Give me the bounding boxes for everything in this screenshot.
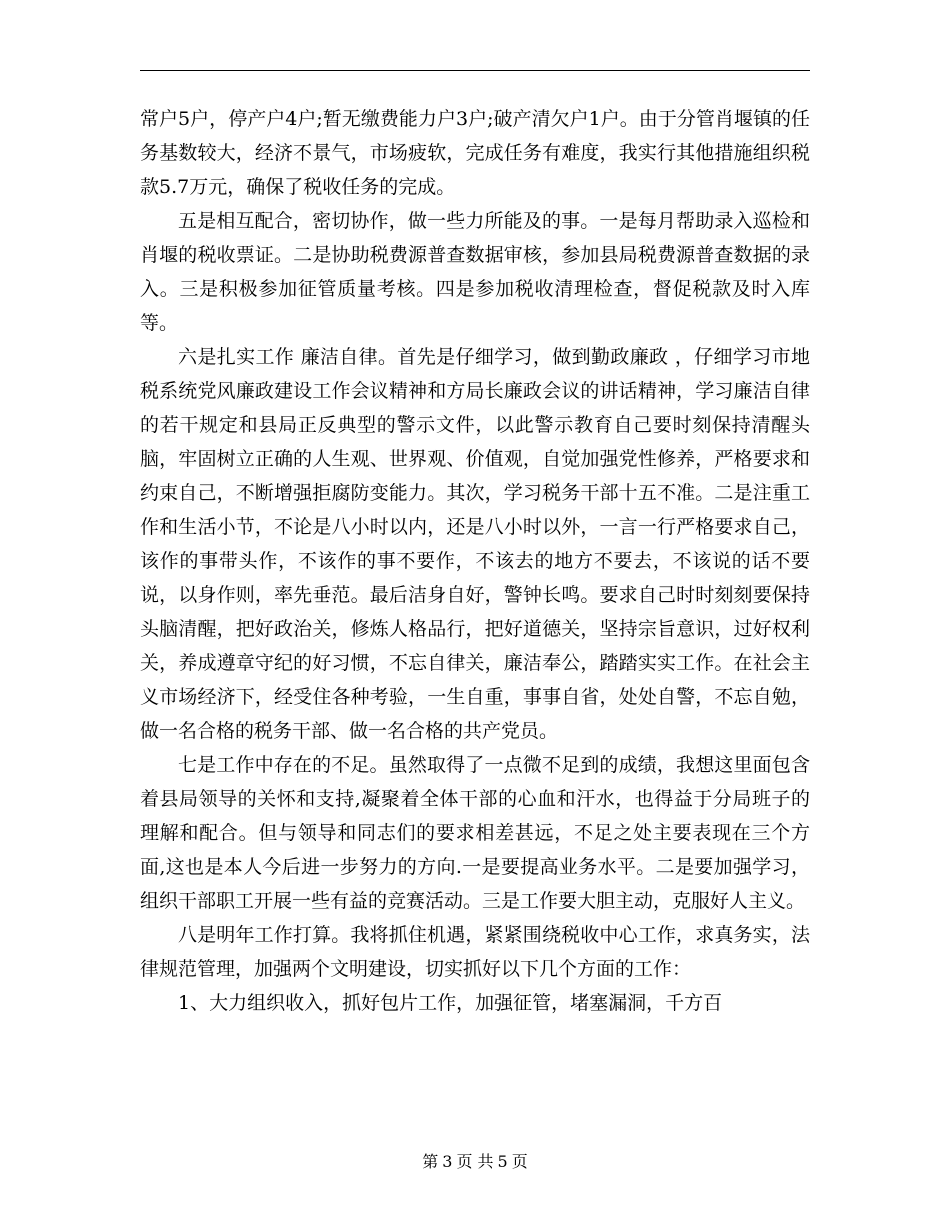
paragraph-plan-item-one: 1、大力组织收入，抓好包片工作，加强征管，堵塞漏洞，千方百 xyxy=(178,992,723,1014)
paragraph-item-five: 五是相互配合，密切协作，做一些力所能及的事。一是每月帮助录入巡检和肖堰的税收票证。二是协助税费源普查数据审核，参加县局税费源普查数据的录入。三是积极参加征管质量考核。四是参加税收清理检查，督促税款及时入库等。 xyxy=(140,210,810,334)
footer-suffix: 页 xyxy=(511,1152,528,1171)
paragraph-item-six: 六是扎实工作 廉洁自律。首先是仔细学习，做到勤政廉政 ，仔细学习市地税系统党风廉政建设工作会议精神和方局长廉政会议的讲话精神，学习廉洁自律的若干规定和县局正反典型的警示文件，以此警示教育自己要时刻保持清醒头脑，牢固树立正确的人生观、世界观、价值观，自觉加强党性修养，严格要求和约束自己，不断增强拒腐防变能力。其次，学习税务干部十五不准。二是注重工作和生活小节，不论是八小时以内，还是八小时以外，一言一行严格要求自己，该作的事带头作，不该作的事不要作，不该去的地方不要去，不该说的话不要说，以身作则，率先垂范。最后洁身自好，警钟长鸣。要求自己时时刻刻要保持头脑清醒，把好政治关，修炼人格品行，把好道德关，坚持宗旨意识，过好权利关，养成遵章守纪的好习惯，不忘自律关，廉洁奉公，踏踏实实工作。在社会主义市场经济下，经受住各种考验，一生自重，事事自省，处处自警，不忘自勉，做一名合格的税务干部、做一名合格的共产党员。 xyxy=(140,346,810,742)
header-rule xyxy=(140,70,810,71)
footer-total-pages: 5 xyxy=(497,1152,508,1171)
paragraph-item-eight: 八是明年工作打算。我将抓住机遇，紧紧围绕税收中心工作，求真务实，法律规范管理，加强两个文明建设，切实抓好以下几个方面的工作： xyxy=(140,924,810,980)
paragraph-item-seven: 七是工作中存在的不足。虽然取得了一点微不足到的成绩，我想这里面包含着县局领导的关怀和支持,凝聚着全体干部的心血和汗水，也得益于分局班子的理解和配合。但与领导和同志们的要求相差甚远，不足之处主要表现在三个方面,这也是本人今后进一步努力的方向.一是要提高业务水平。二是要加强学习，组织干部职工开展一些有益的竞赛活动。三是工作要大胆主动，克服好人主义。 xyxy=(140,754,810,912)
footer-current-page: 3 xyxy=(442,1152,453,1171)
document-body xyxy=(140,102,810,1020)
footer-prefix: 第 xyxy=(422,1152,439,1171)
page-footer xyxy=(0,1152,950,1172)
paragraph-continued: 常户5户，停产户4户;暂无缴费能力户3户;破产清欠户1户。由于分管肖堰镇的任务基数较大，经济不景气，市场疲软，完成任务有难度，我实行其他措施组织税款5.7万元，确保了税收任务的完成。 xyxy=(140,108,810,198)
footer-middle: 页 共 xyxy=(456,1152,494,1171)
